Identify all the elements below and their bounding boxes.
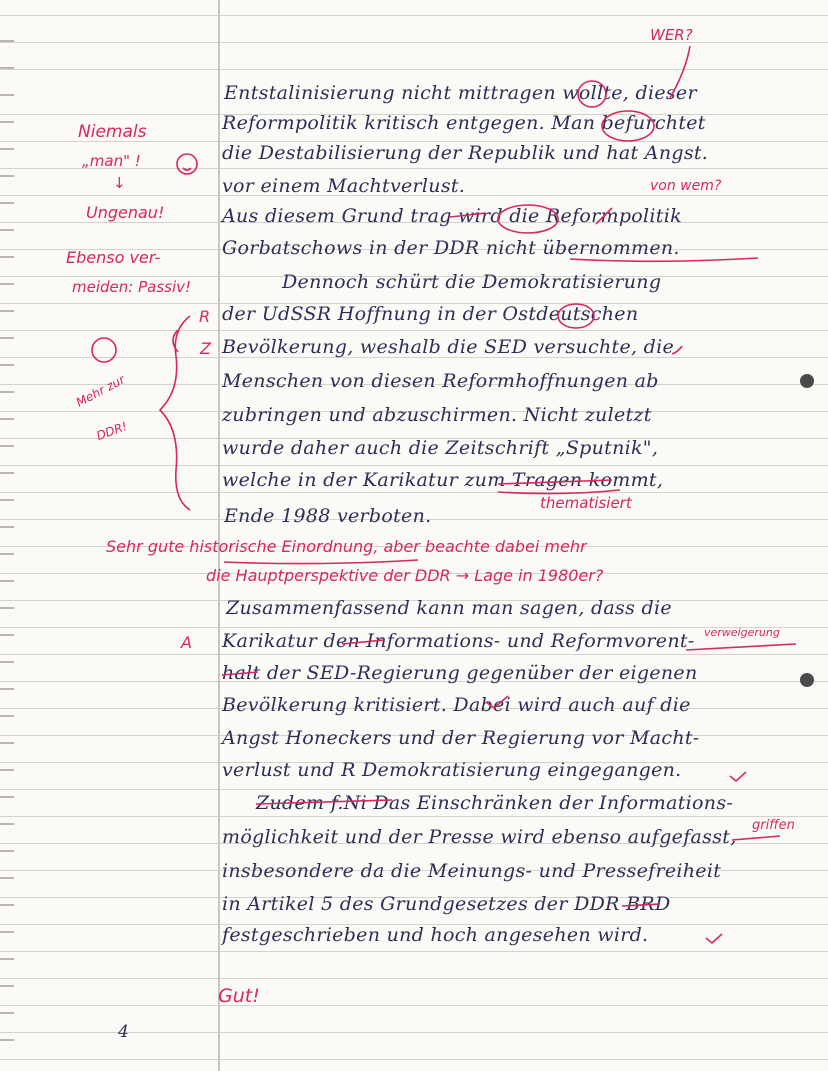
teacher-comment-line-2: die Hauptperspektive der DDR → Lage in 1980er?	[206, 566, 604, 585]
text-line-16: Karikatur den Informations- und Reformvorent-	[222, 630, 695, 652]
text-line-8: der UdSSR Hoffnung in der Ostdeutschen	[222, 303, 639, 325]
text-line-9: Bevölkerung, weshalb die SED versuchte, die	[222, 336, 675, 358]
text-line-22: möglichkeit und der Presse wird ebenso aufgefasst,	[222, 826, 737, 848]
margin-note-man: „man" !	[82, 152, 141, 170]
correction-thematisiert: thematisiert	[540, 494, 632, 512]
correction-von-wem: von wem?	[650, 178, 722, 194]
text-line-19: Angst Honeckers und der Regierung vor Macht-	[222, 727, 700, 749]
text-line-21: Zudem f.Ni Das Einschränken der Informations-	[256, 792, 734, 814]
margin-note-mehr-2: DDR!	[94, 419, 130, 443]
margin-note-ungenau: Ungenau!	[86, 203, 165, 222]
text-line-3: die Destabilisierung der Republik und hat Angst.	[222, 142, 709, 164]
top-note-wer: WER?	[650, 26, 693, 44]
text-line-10: Menschen von diesen Reformhoffnungen ab	[222, 370, 659, 392]
text-line-4: vor einem Machtverlust.	[222, 175, 466, 197]
text-line-1: Entstalinisierung nicht mittragen wollte, dieser	[224, 82, 697, 104]
margin-note-mehr-1: Mehr zur	[73, 372, 128, 410]
margin-note-ebenso-1: Ebenso ver-	[66, 248, 161, 267]
text-line-11: zubringen und abzuschirmen. Nicht zuletzt	[222, 404, 652, 426]
text-line-7: Dennoch schürt die Demokratisierung	[282, 271, 662, 293]
text-line-25: festgeschrieben und hoch angesehen wird.	[222, 924, 649, 946]
text-line-23: insbesondere da die Meinungs- und Pressefreiheit	[222, 860, 722, 882]
margin-mark-z: Z	[200, 339, 211, 358]
text-line-13: welche in der Karikatur zum Tragen kommt,	[222, 469, 664, 491]
margin-note-ebenso-2: meiden: Passiv!	[72, 278, 192, 296]
text-line-17: halt der SED-Regierung gegenüber der eigenen	[222, 662, 698, 684]
text-line-5: Aus diesem Grund trag wird die Reformpolitik	[222, 205, 682, 227]
text-line-20: verlust und R Demokratisierung eingegangen.	[222, 759, 682, 781]
margin-mark-a: A	[181, 633, 192, 652]
text-line-14: Ende 1988 verboten.	[224, 505, 432, 527]
correction-griffen: griffen	[752, 818, 795, 833]
text-line-15: Zusammenfassend kann man sagen, dass die	[226, 597, 672, 619]
teacher-comment-line-1: Sehr gute historische Einordnung, aber beachte dabei mehr	[106, 537, 587, 556]
text-line-12: wurde daher auch die Zeitschrift „Sputnik",	[222, 437, 659, 459]
final-grade: Gut!	[218, 985, 260, 1007]
margin-note-arrow: ↓	[113, 174, 126, 192]
text-line-6: Gorbatschows in der DDR nicht übernommen.	[222, 237, 680, 259]
text-line-18: Bevölkerung kritisiert. Dabei wird auch auf die	[222, 694, 691, 716]
text-line-2: Reformpolitik kritisch entgegen. Man befurchtet	[222, 112, 706, 134]
text-line-24: in Artikel 5 des Grundgesetzes der DDR BRD	[222, 893, 671, 915]
page-number: 4	[118, 1022, 130, 1042]
margin-note-niemals: Niemals	[78, 122, 147, 142]
correction-verweigerung: verweigerung	[704, 626, 780, 639]
margin-mark-r: R	[199, 307, 211, 326]
